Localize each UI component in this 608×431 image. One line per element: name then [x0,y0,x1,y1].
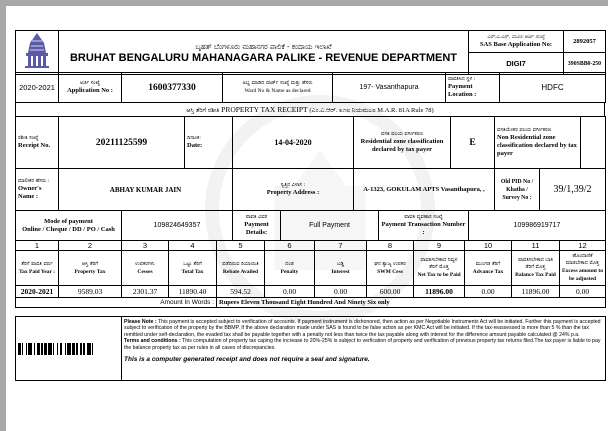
receipt-title-kannada: ಆಸ್ತಿ ತೆರಿಗೆ ರಶೀತಿ [186,106,220,114]
payment-location-label-english: Payment Location : [448,83,477,98]
pid-label: Old PID No / Khatha / Survey No : [495,169,540,211]
column-number: 3 [122,241,169,251]
column-header-english: Cesses [137,268,153,275]
column-header-english: SWM Cess [377,268,403,275]
amount-words-row [16,298,606,308]
column-header-kannada: ಘನ ತ್ಯಾಜ್ಯ ಉಪಕರ [374,260,406,267]
computer-generated-note: This is a computer generated receipt and does not require a seal and signature. [124,356,370,364]
owner-name: ABHAY KUMAR JAIN [59,169,233,211]
nonres-zone-label-english: Non Residential zone classification declared by tax payer [497,134,577,157]
owner-label-kannada: ಮಾಲೀಕರ ಹೆಸರು : [18,178,50,184]
bbmp-logo-icon [22,31,52,69]
receipt-date: 14-04-2020 [233,117,354,169]
application-row [15,72,606,103]
column-header [265,251,315,286]
application-number: 1600377330 [122,73,223,103]
tax-value: 11890.40 [169,286,217,298]
tax-value: 9589.03 [59,286,122,298]
receipt-label-kannada: ರಶೀತಿ ಸಂಖ್ಯೆ [18,135,39,141]
column-header [465,251,512,286]
sas-label-english: SAS Base Application No: [479,41,553,48]
owner-row [15,168,606,211]
column-number: 5 [217,241,265,251]
tax-value: 600.00 [367,286,414,298]
code-value: 390SBB0-250 [564,53,606,75]
digi-value: DIGI7 [469,53,564,75]
mode-value: 109824649357 [122,211,233,241]
note-label: Please Note : [124,319,157,325]
ward-label-kannada: ಅಭ್ಯ ಮಾಡಿದ ವಾರ್ಡ್ ಸಂಖ್ಯೆ ಮತ್ತು ಹೆಸರು [242,80,313,86]
please-note [124,319,603,338]
column-header-english: Tax Paid Year : [18,268,55,275]
sas-label-kannada: ಎಸ್.ಎ.ಎಸ್. ಮೂಲ ಅರ್ಜಿ ಸಂಖ್ಯೆ [487,34,545,40]
address-label-kannada: ಸ್ವತ್ತಿನ ವಿಳಾಸ : [280,182,306,188]
payment-row [15,210,606,241]
date-label-kannada: ದಿನಾಂಕ: [187,135,201,141]
column-number: 11 [512,241,560,251]
column-number: 9 [414,241,465,251]
owner-label-english: Owner's Name : [18,185,42,200]
column-number-row [16,241,606,251]
logo-cell [16,31,59,75]
column-header-row [16,251,606,286]
tax-values-row [16,286,606,298]
terms-text: This computation of property tax caping the increase to 20%-25% is subject to verfication of property and verification of previous property tax returns filed.The tax payer is liable to pay the balance property tax as per rules in all cases of discrepancies. [124,338,601,351]
column-header-kannada: ತೆರಿಗೆ ಪಾವತಿ ವರ್ಷ [21,260,53,267]
column-number: 1 [16,241,59,251]
column-header [217,251,265,286]
amount-words-label: Amount In Words : [16,298,217,308]
payment-location-label-kannada: ಪಾವತಿಸಿದ ಸ್ಥಳ : [448,76,476,82]
column-header-english: Advance Tax [472,268,504,275]
terms-label: Terms and conditions : [124,338,181,345]
column-header-english: Excess amount to be adjusted [562,268,603,282]
column-number: 4 [169,241,217,251]
payment-details-value: Full Payment [281,211,379,241]
column-header-english: Interest [331,268,350,275]
column-number: 2 [59,241,122,251]
barcode-icon [18,343,122,355]
nonres-zone-value [581,117,606,169]
title-kannada: ಬೃಹತ್ ಬೆಂಗಳೂರು ಮಹಾನಗರ ಪಾಲಿಕೆ - ಕಂದಾಯ ಇಲಾಖೆ [195,42,332,51]
tax-value: 594.52 [217,286,265,298]
column-header-kannada: ಉಪಕರಗಳು [135,260,155,267]
receipt-title-rule: (ಎಂ.ಎ.ಆರ್. ೩೧೮ ನಿಯಮ೭೮ M.A.R. 81A Rule 78) [309,106,434,114]
tax-value: 0.00 [560,286,606,298]
tax-value: 0.00 [315,286,367,298]
ward-value: 197- Vasanthapura [333,73,446,103]
column-header-kannada: ಒಟ್ಟು ತೆರಿಗೆ [183,260,202,267]
column-number: 10 [465,241,512,251]
tax-value: 0.00 [265,286,315,298]
column-number: 12 [560,241,606,251]
mode-label-line1: Mode of payment [44,217,93,225]
column-header [59,251,122,286]
column-header [414,251,465,286]
res-zone-value: E [451,117,495,169]
tax-value: 0.00 [465,286,512,298]
payment-details-label-kannada: ಪಾವತಿ ವಿವರ [245,214,268,220]
application-label-kannada: ಅರ್ಜಿ ಸಂಖ್ಯೆ [79,80,101,86]
column-header-english: Penalty [280,268,299,275]
column-number: 6 [265,241,315,251]
ward-label-english: Ward No & Name as declared [244,88,311,94]
mode-label-line2: Online / Cheque / DD / PO / Cash [22,225,115,233]
res-zone-label-kannada: ವಸತಿ ವಲಯ ವರ್ಗೀಕರಣ [381,131,423,137]
column-header-english: Net Tax to be Paid [417,272,461,278]
nonres-zone-label-kannada: ವಸತಿಯೇತರ ವಲಯ ವರ್ಗೀಕರಣ [497,127,552,133]
column-header-kannada: ಆಸ್ತಿ ತೆರಿಗೆ [81,260,99,267]
tax-value: 2301.37 [122,286,169,298]
address-label-english: Property Address : [266,189,320,196]
column-header-kannada: ಹೊಂದಾಣಿಕೆ ಮಾಡಬೇಕಾದ ಮೊತ್ತ [565,253,600,266]
note-text: This payment is accepted subject to verification of accounts. If payment instrument is dishonored, then action as per Negotiable Instruments Act will be initiated. Further this payment is accepted subject to verification of the property by the BBMP. If the above declaration made under SAS is found to be false action as per KMC Act will be initiated. If the tax-reassessed is more than 5 % than the tax remitted under self-declaration, the evaded tax shall be payable together with a penalty not less than twice the tax payable along with interest for the difference amount payable calculated @ 24% p.a. [124,319,601,338]
txn-label-kannada: ಪಾವತಿ ವ್ಯವಹಾರ ಸಂಖ್ಯೆ [404,214,443,220]
column-header [560,251,606,286]
tax-value: 11896.00 [512,286,560,298]
tax-value: 11896.00 [414,286,465,298]
year-value: 2020-2021 [16,73,59,103]
column-header [512,251,560,286]
application-label-english: Application No : [67,87,113,94]
txn-value: 109986919717 [469,211,606,241]
terms [124,338,603,351]
column-header-english: Property Tax [74,268,106,275]
footer-notes [15,316,606,381]
column-header-kannada: ಬಡ್ಡಿ [336,260,345,267]
column-header-english: Rebate Availed [222,268,259,275]
column-header-kannada: ದಂಡ [285,260,294,267]
column-header [122,251,169,286]
title-english: BRUHAT BENGALURU MAHANAGARA PALIKE - REVENUE DEPARTMENT [69,51,458,64]
amount-words-value: Rupees Eleven Thousand Eight Hundred And Ninety Six only [217,298,606,308]
column-number: 7 [315,241,367,251]
column-header [16,251,59,286]
barcode-bar [93,343,96,355]
receipt-number: 20211125599 [59,117,185,169]
pid-value: 39/1,39/2 [540,169,606,211]
column-header [367,251,414,286]
receipt-title-row [15,102,605,117]
property-address: A-1323, GOKULAM APTS Vasanthapura, , [354,169,495,211]
receipt-label-english: Receipt No. [18,142,51,149]
payment-location-value: HDFC [500,73,606,103]
column-number: 8 [367,241,414,251]
column-header-kannada: ಪಾವತಿಸಬೇಕಾದ ನಿವ್ವಳ ತೆರಿಗೆ ಮೊತ್ತ [420,257,458,270]
column-header-kannada: ಮುಂಗಡ ತೆರಿಗೆ [475,260,501,267]
column-header [169,251,217,286]
receipt-header [15,30,606,75]
res-zone-label-english: Residential zone classification declared by tax payer [360,138,444,153]
sas-value: 2892057 [564,31,606,53]
payment-details-label-english: Payment Details: [244,221,269,236]
receipt-row [15,116,606,169]
receipt-title-english: PROPERTY TAX RECEIPT [221,104,308,114]
tax-table [15,240,606,308]
date-label-english: Date: [187,142,203,149]
column-header-kannada: ಪಾವತಿಸಬೇಕಾದ ಬಾಕಿ ತೆರಿಗೆ ಮೊತ್ತ [518,257,553,270]
column-header-english: Balance Tax Paid [515,272,556,278]
column-header [315,251,367,286]
tax-value: 2020-2021 [16,286,59,298]
column-header-kannada: ಪಡೆದಿರುವ ರಿಯಾಯಿತಿ [222,260,259,267]
column-header-english: Total Tax [181,268,204,275]
barcode-cell [16,317,122,381]
txn-label-english: Payment Transaction Number : [381,221,466,236]
